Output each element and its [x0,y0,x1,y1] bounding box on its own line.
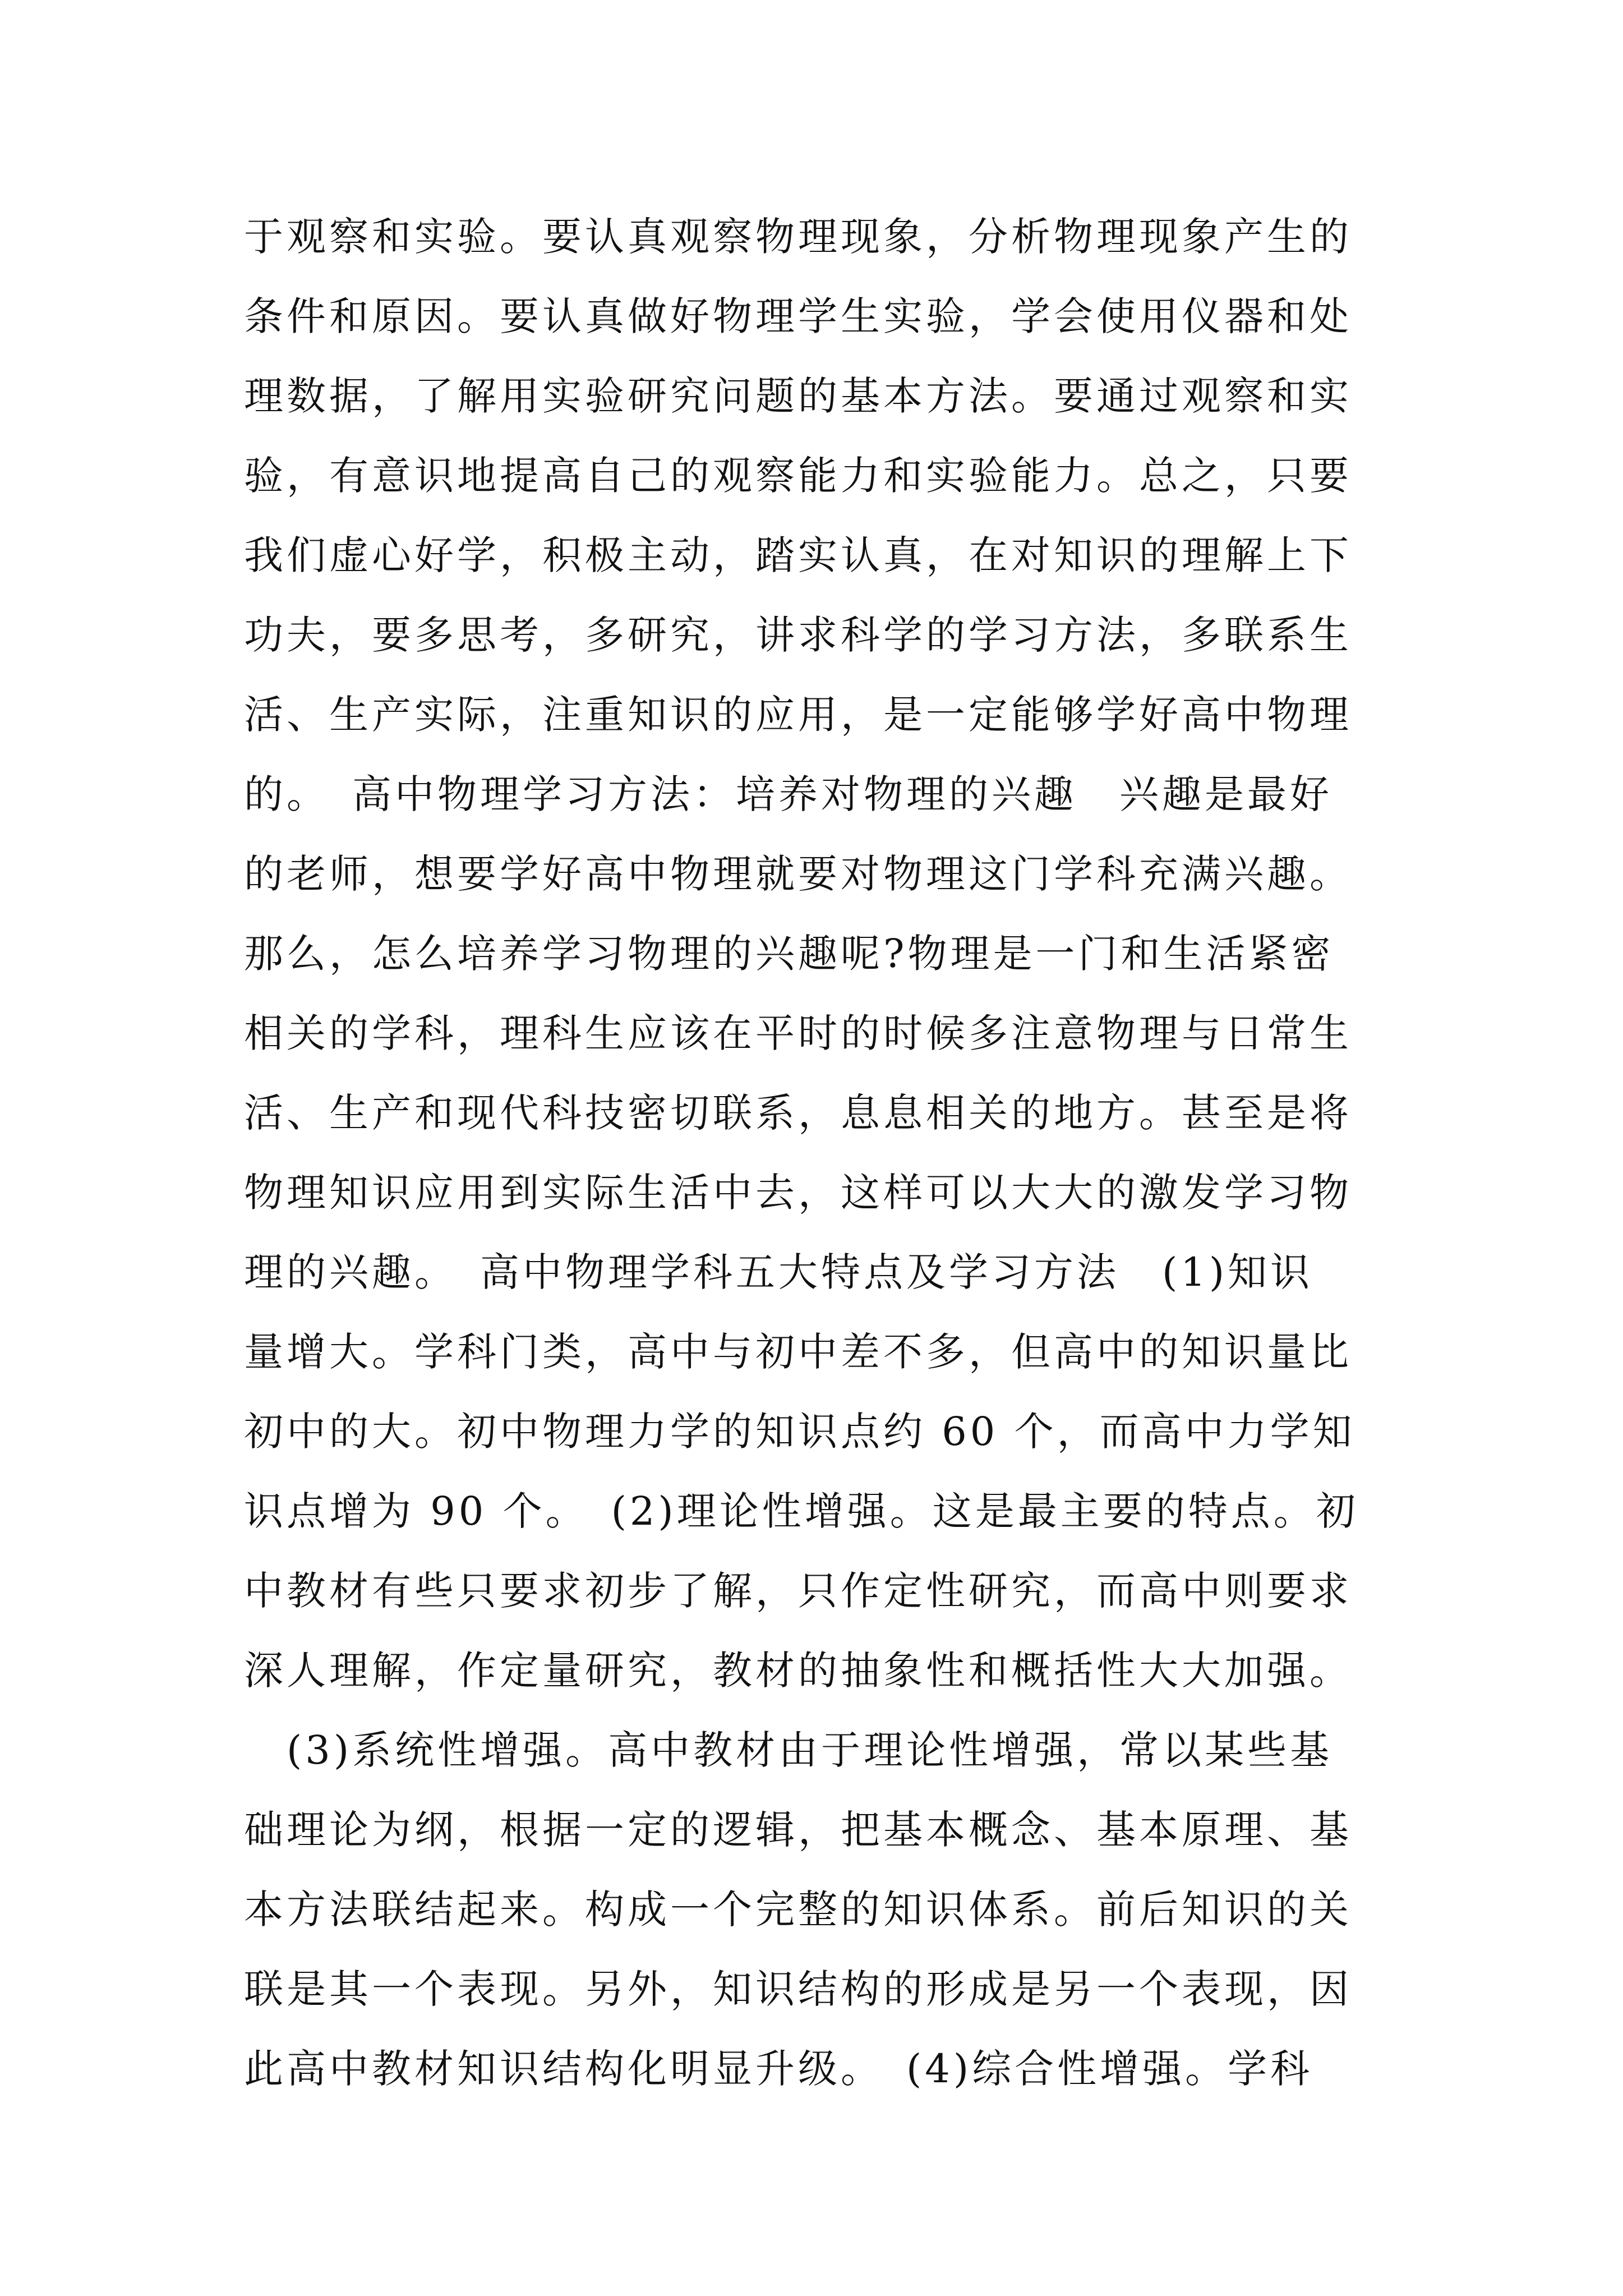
text-line: 我们虚心好学，积极主动，踏实认真，在对知识的理解上下 [244,532,1352,578]
text-line: 本方法联结起来。构成一个完整的知识体系。前后知识的关 [244,1887,1352,1932]
text-line: 深人理解，作定量研究，教材的抽象性和概括性大大加强。 [244,1648,1352,1694]
text-line: 相关的学科，理科生应该在平时的时候多注意物理与日常生 [244,1010,1352,1056]
text-line: 的。 高中物理学习方法：培养对物理的兴趣 兴趣是最好 [244,771,1332,817]
text-line: 中教材有些只要求初步了解，只作定性研究，而高中则要求 [244,1568,1352,1614]
text-line: 功夫，要多思考，多研究，讲求科学的学习方法，多联系生 [244,612,1352,658]
text-line: 此高中教材知识结构化明显升级。 (4)综合性增强。学科 [244,2046,1313,2092]
text-line: 理数据，了解用实验研究问题的基本方法。要通过观察和实 [244,373,1352,419]
text-line: 活、生产实际，注重知识的应用，是一定能够学好高中物理 [244,692,1352,738]
text-line: (3)系统性增强。高中教材由于理论性增强，常以某些基 [244,1727,1333,1773]
text-line: 理的兴趣。 高中物理学科五大特点及学习方法 (1)知识 [244,1249,1313,1295]
text-line: 那么，怎么培养学习物理的兴趣呢?物理是一门和生活紧密 [244,931,1334,977]
text-line: 于观察和实验。要认真观察物理现象，分析物理现象产生的 [244,214,1352,260]
text-line: 活、生产和现代科技密切联系，息息相关的地方。甚至是将 [244,1090,1352,1136]
text-line: 的老师，想要学好高中物理就要对物理这门学科充满兴趣。 [244,851,1352,897]
text-line: 量增大。学科门类，高中与初中差不多，但高中的知识量比 [244,1329,1352,1375]
body-text [244,209,1377,2120]
text-line: 联是其一个表现。另外，知识结构的形成是另一个表现，因 [244,1966,1352,2012]
text-line: 条件和原因。要认真做好物理学生实验，学会使用仪器和处 [244,293,1352,339]
text-line: 物理知识应用到实际生活中去，这样可以大大的激发学习物 [244,1170,1352,1216]
text-line: 础理论为纲，根据一定的逻辑，把基本概念、基本原理、基 [244,1807,1352,1853]
text-line: 识点增为 90 个。 (2)理论性增强。这是最主要的特点。初 [244,1488,1359,1534]
text-line: 初中的大。初中物理力学的知识点约 60 个，而高中力学知 [244,1409,1355,1455]
text-line: 验，有意识地提高自己的观察能力和实验能力。总之，只要 [244,453,1352,499]
